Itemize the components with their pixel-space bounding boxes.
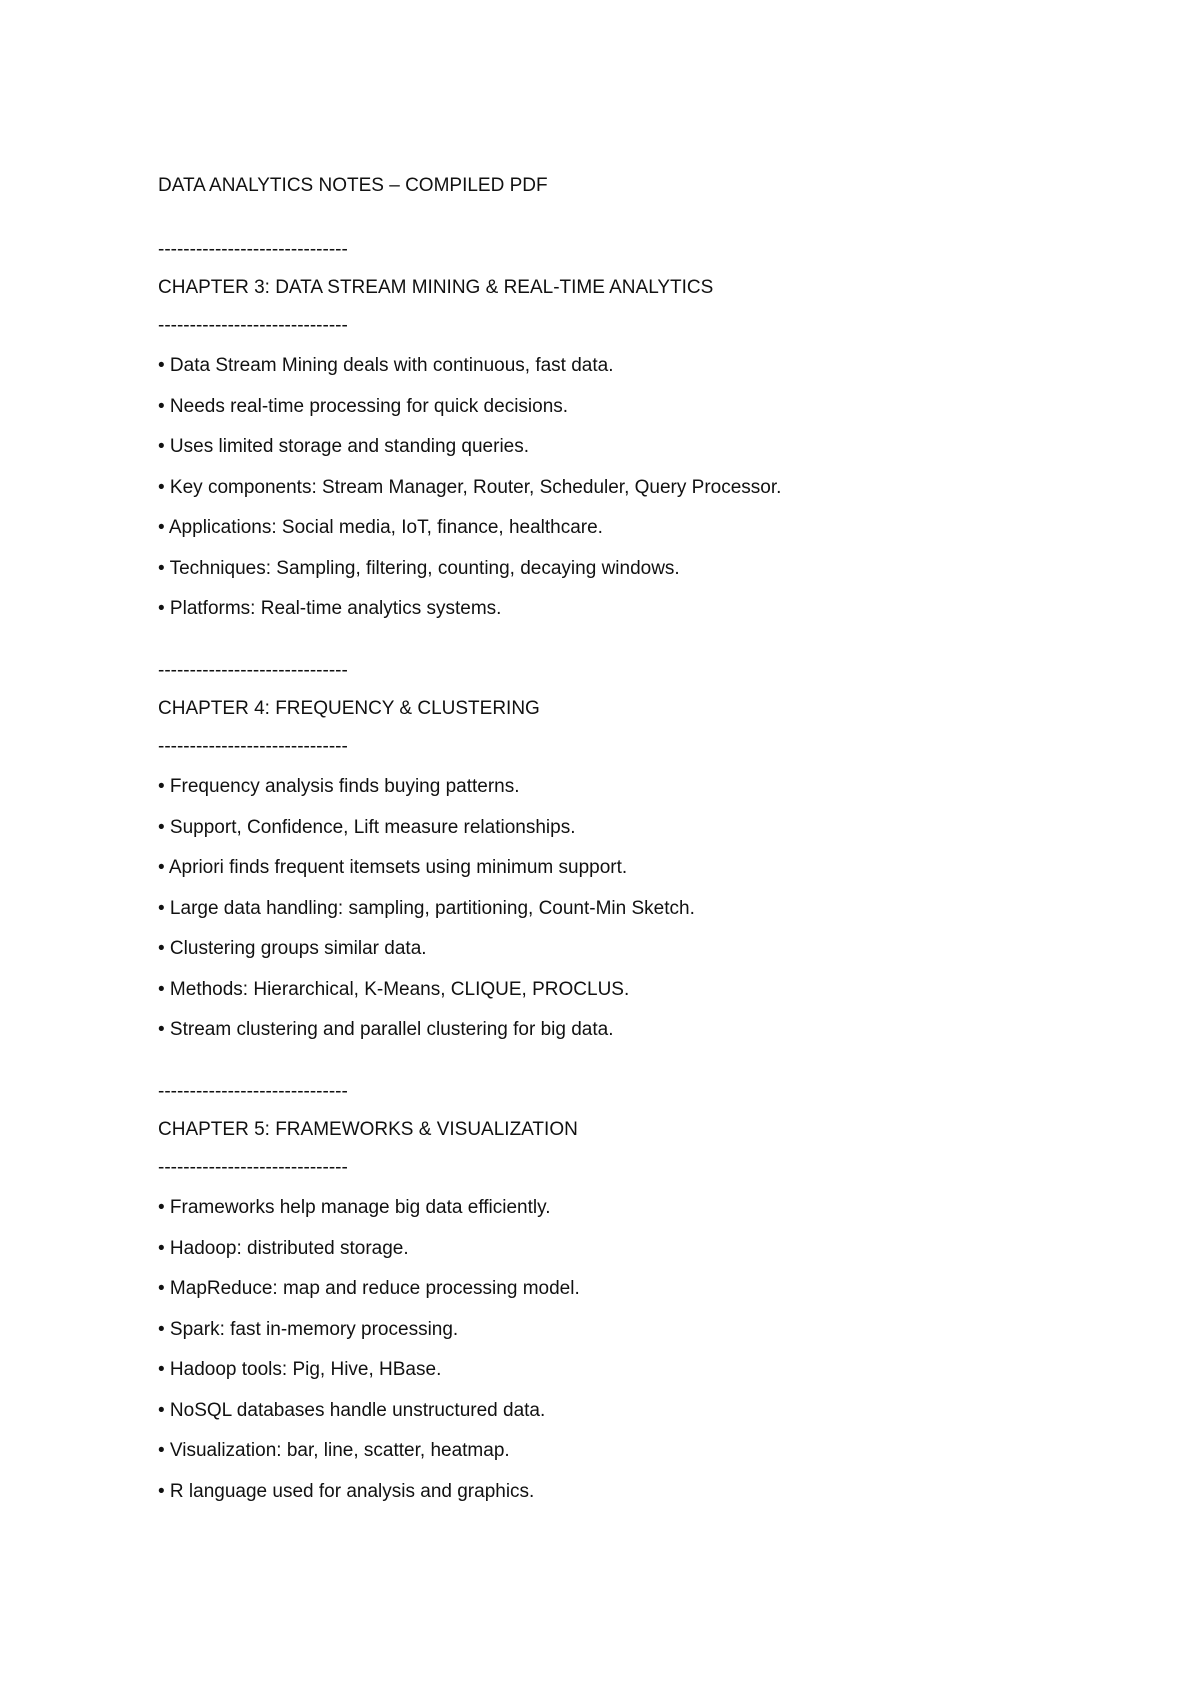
bullet-item: • Key components: Stream Manager, Router, Scheduler, Query Processor. bbox=[158, 476, 782, 498]
bullet-item: • Uses limited storage and standing queries. bbox=[158, 436, 530, 457]
bullet-item: • Apriori finds frequent itemsets using minimum support. bbox=[158, 857, 628, 878]
bullet-list bbox=[158, 775, 1118, 1042]
bullet-item: • Techniques: Sampling, filtering, counting, decaying windows. bbox=[158, 557, 680, 579]
bullet-item: • Frequency analysis finds buying patterns. bbox=[158, 776, 520, 797]
bullet-item: • Applications: Social media, IoT, finance, healthcare. bbox=[158, 517, 603, 538]
bullet-item: • Methods: Hierarchical, K-Means, CLIQUE, PROCLUS. bbox=[158, 978, 630, 1000]
separator-line: ------------------------------ bbox=[158, 1081, 348, 1102]
separator-line: ------------------------------ bbox=[158, 660, 348, 681]
bullet-item: • R language used for analysis and graphics. bbox=[158, 1480, 535, 1502]
bullet-item: • Hadoop: distributed storage. bbox=[158, 1237, 409, 1259]
separator-line: ------------------------------ bbox=[158, 315, 348, 336]
bullet-item: • Support, Confidence, Lift measure relationships. bbox=[158, 816, 576, 838]
bullet-item: • Hadoop tools: Pig, Hive, HBase. bbox=[158, 1359, 442, 1380]
chapter-heading: CHAPTER 5: FRAMEWORKS & VISUALIZATION bbox=[158, 1119, 578, 1140]
chapter-3-section bbox=[158, 238, 1118, 621]
bullet-item: • MapReduce: map and reduce processing model. bbox=[158, 1278, 580, 1299]
separator-line: ------------------------------ bbox=[158, 239, 348, 260]
separator-line: ------------------------------ bbox=[158, 736, 348, 757]
bullet-list bbox=[158, 354, 1118, 621]
bullet-item: • NoSQL databases handle unstructured data. bbox=[158, 1399, 546, 1421]
bullet-item: • Clustering groups similar data. bbox=[158, 938, 427, 959]
chapter-4-section bbox=[158, 659, 1118, 1042]
bullet-item: • Data Stream Mining deals with continuous, fast data. bbox=[158, 355, 614, 376]
chapter-5-section bbox=[158, 1080, 1118, 1504]
bullet-item: • Needs real-time processing for quick decisions. bbox=[158, 395, 569, 417]
separator-line: ------------------------------ bbox=[158, 1157, 348, 1178]
document-page bbox=[158, 174, 1118, 1504]
bullet-item: • Frameworks help manage big data efficiently. bbox=[158, 1197, 551, 1218]
bullet-list bbox=[158, 1196, 1118, 1504]
document-title: DATA ANALYTICS NOTES – COMPILED PDF bbox=[158, 175, 548, 196]
chapter-heading: CHAPTER 4: FREQUENCY & CLUSTERING bbox=[158, 698, 540, 719]
bullet-item: • Platforms: Real-time analytics systems. bbox=[158, 598, 502, 619]
bullet-item: • Stream clustering and parallel clustering for big data. bbox=[158, 1019, 614, 1040]
bullet-item: • Large data handling: sampling, partitioning, Count-Min Sketch. bbox=[158, 897, 695, 919]
bullet-item: • Visualization: bar, line, scatter, heatmap. bbox=[158, 1440, 510, 1461]
bullet-item: • Spark: fast in-memory processing. bbox=[158, 1318, 459, 1340]
chapter-heading: CHAPTER 3: DATA STREAM MINING & REAL-TIME ANALYTICS bbox=[158, 277, 714, 298]
